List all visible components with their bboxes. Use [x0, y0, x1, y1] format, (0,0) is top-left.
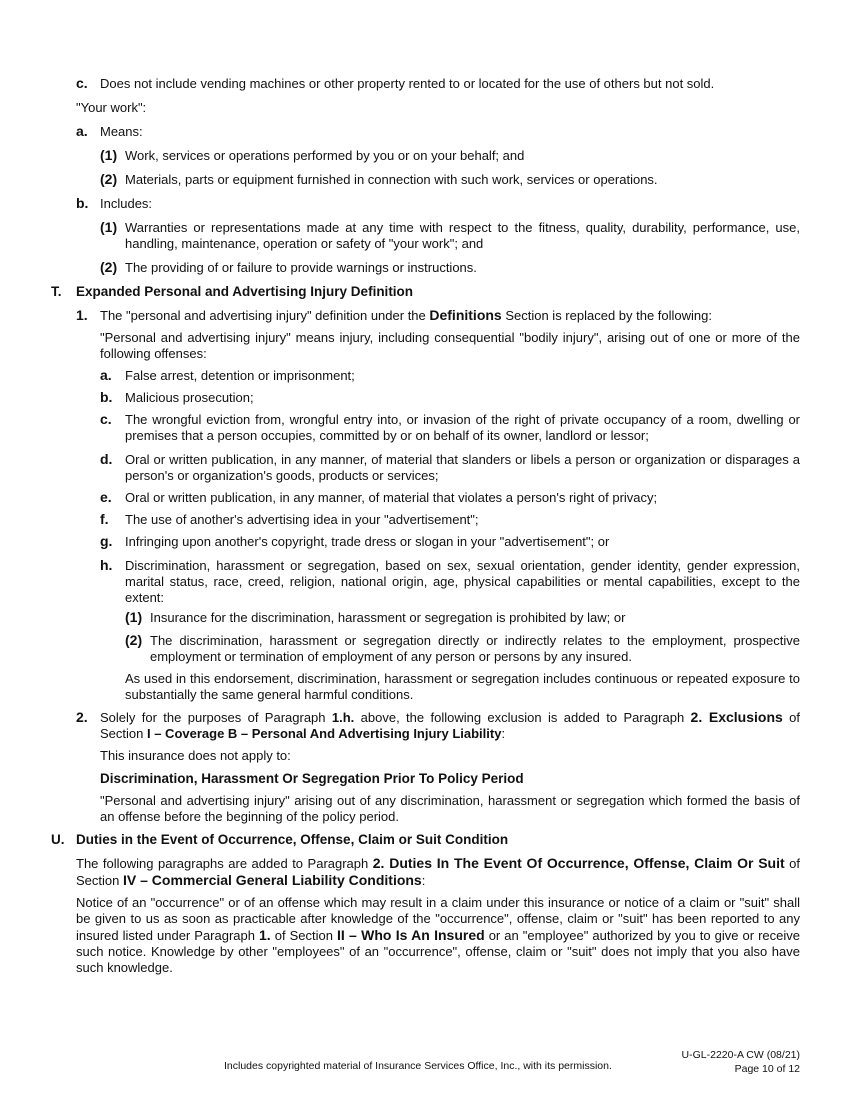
copyright-notice: Includes copyrighted material of Insurance Services Office, Inc., with its permission. [224, 1060, 612, 1072]
item-label: (1) [125, 609, 143, 625]
item-label: (1) [100, 147, 118, 163]
paragraph: The use of another's advertising idea in your "advertisement"; [125, 512, 479, 527]
exclusion-heading: Discrimination, Harassment Or Segregation Prior To Policy Period [100, 771, 524, 786]
your-work-heading: "Your work": [76, 100, 147, 115]
item-label: b. [76, 195, 89, 211]
item-label: (2) [100, 259, 118, 275]
paragraph: The wrongful eviction from, wrongful entry into, or invasion of the right of private occupancy of a room, dwelling or premises that a person occupies, committed by or on behalf of its owner, landlord or lessor; [125, 412, 800, 443]
item-label: 1. [76, 307, 88, 323]
item-label: (1) [100, 219, 118, 235]
paragraph: Means: [100, 124, 143, 139]
form-number: U-GL-2220-A CW (08/21) [681, 1049, 800, 1061]
paragraph: Oral or written publication, in any manner, of material that slanders or libels a person or organization or disparages a person's or organization's goods, products or services; [125, 452, 800, 483]
paragraph: False arrest, detention or imprisonment; [125, 368, 355, 383]
item-label: a. [76, 123, 88, 139]
paragraph: The providing of or failure to provide warnings or instructions. [125, 260, 477, 275]
paragraph: Discrimination, harassment or segregation, based on sex, sexual orientation, gender identity, gender expression, marital status, race, creed, religion, national origin, age, physical capabilities or mental capabilities, except to the extent: [125, 558, 800, 605]
paragraph: The "personal and advertising injury" definition under the Definitions Section is replaced by the following: [100, 307, 713, 323]
paragraph: The following paragraphs are added to Paragraph 2. Duties In The Event Of Occurrence, Offense, Claim Or Suit of Section IV – Commercial General Liability Conditions: [76, 855, 800, 888]
paragraph: Insurance for the discrimination, harassment or segregation is prohibited by law; or [150, 610, 626, 625]
paragraph: Materials, parts or equipment furnished in connection with such work, services or operations. [125, 172, 658, 187]
page-number: Page 10 of 12 [734, 1063, 800, 1075]
paragraph: "Personal and advertising injury" arising out of any discrimination, harassment or segregation which formed the basis of an offense before the beginning of the policy period. [100, 793, 800, 824]
item-label: g. [100, 533, 113, 549]
item-label: c. [76, 75, 88, 91]
item-label: c. [100, 411, 112, 427]
item-label: 2. [76, 709, 88, 725]
item-label: (2) [125, 632, 143, 648]
paragraph: Work, services or operations performed by you or on your behalf; and [125, 148, 525, 163]
paragraph: Does not include vending machines or other property rented to or located for the use of others but not sold. [100, 76, 715, 91]
definition-paragraph: "Personal and advertising injury" means injury, including consequential "bodily injury", arising out of one or more of the following offenses: [100, 330, 800, 361]
item-label: (2) [100, 171, 118, 187]
paragraph: Includes: [100, 196, 153, 211]
paragraph: The discrimination, harassment or segregation directly or indirectly relates to the employment, prospective employment or termination of employment of any person or persons by any insured. [150, 633, 800, 664]
item-label: h. [100, 557, 113, 573]
paragraph: Warranties or representations made at any time with respect to the fitness, quality, durability, performance, use, handling, maintenance, operation or safety of "your work"; and [125, 220, 800, 251]
section-label: T. [51, 284, 62, 299]
paragraph: Oral or written publication, in any manner, of material that violates a person's right of privacy; [125, 490, 658, 505]
item-label: a. [100, 367, 112, 383]
item-label: e. [100, 489, 112, 505]
paragraph: Notice of an "occurrence" or of an offense which may result in a claim under this insurance or notice of a claim or "suit" shall be given to us as soon as practicable after knowledge of the "occurrence", offense, claim or "suit" has been reported to any insured listed under Paragraph 1. of Section II – Who Is An Insured or an "employee" authorized by you to give or receive such notice. Knowledge by other "employees" of an "occurrence", offense, claim or "suit" does not imply that you also have such knowledge. [76, 895, 801, 975]
item-label: f. [100, 511, 109, 527]
item-label: d. [100, 451, 113, 467]
paragraph: Solely for the purposes of Paragraph 1.h. above, the following exclusion is added to Paragraph 2. Exclusions of Section I – Coverage B – Personal And Advertising Injury Liability: [100, 709, 801, 741]
section-title: Expanded Personal and Advertising Injury Definition [76, 284, 414, 299]
paragraph: Infringing upon another's copyright, trade dress or slogan in your "advertisement"; or [125, 534, 610, 549]
section-title: Duties in the Event of Occurrence, Offense, Claim or Suit Condition [76, 832, 509, 847]
paragraph: Malicious prosecution; [125, 390, 254, 405]
paragraph: As used in this endorsement, discrimination, harassment or segregation includes continuous or repeated exposure to substantially the same general harmful conditions. [125, 671, 800, 702]
section-label: U. [51, 832, 65, 847]
item-label: b. [100, 389, 113, 405]
paragraph: This insurance does not apply to: [100, 748, 291, 763]
